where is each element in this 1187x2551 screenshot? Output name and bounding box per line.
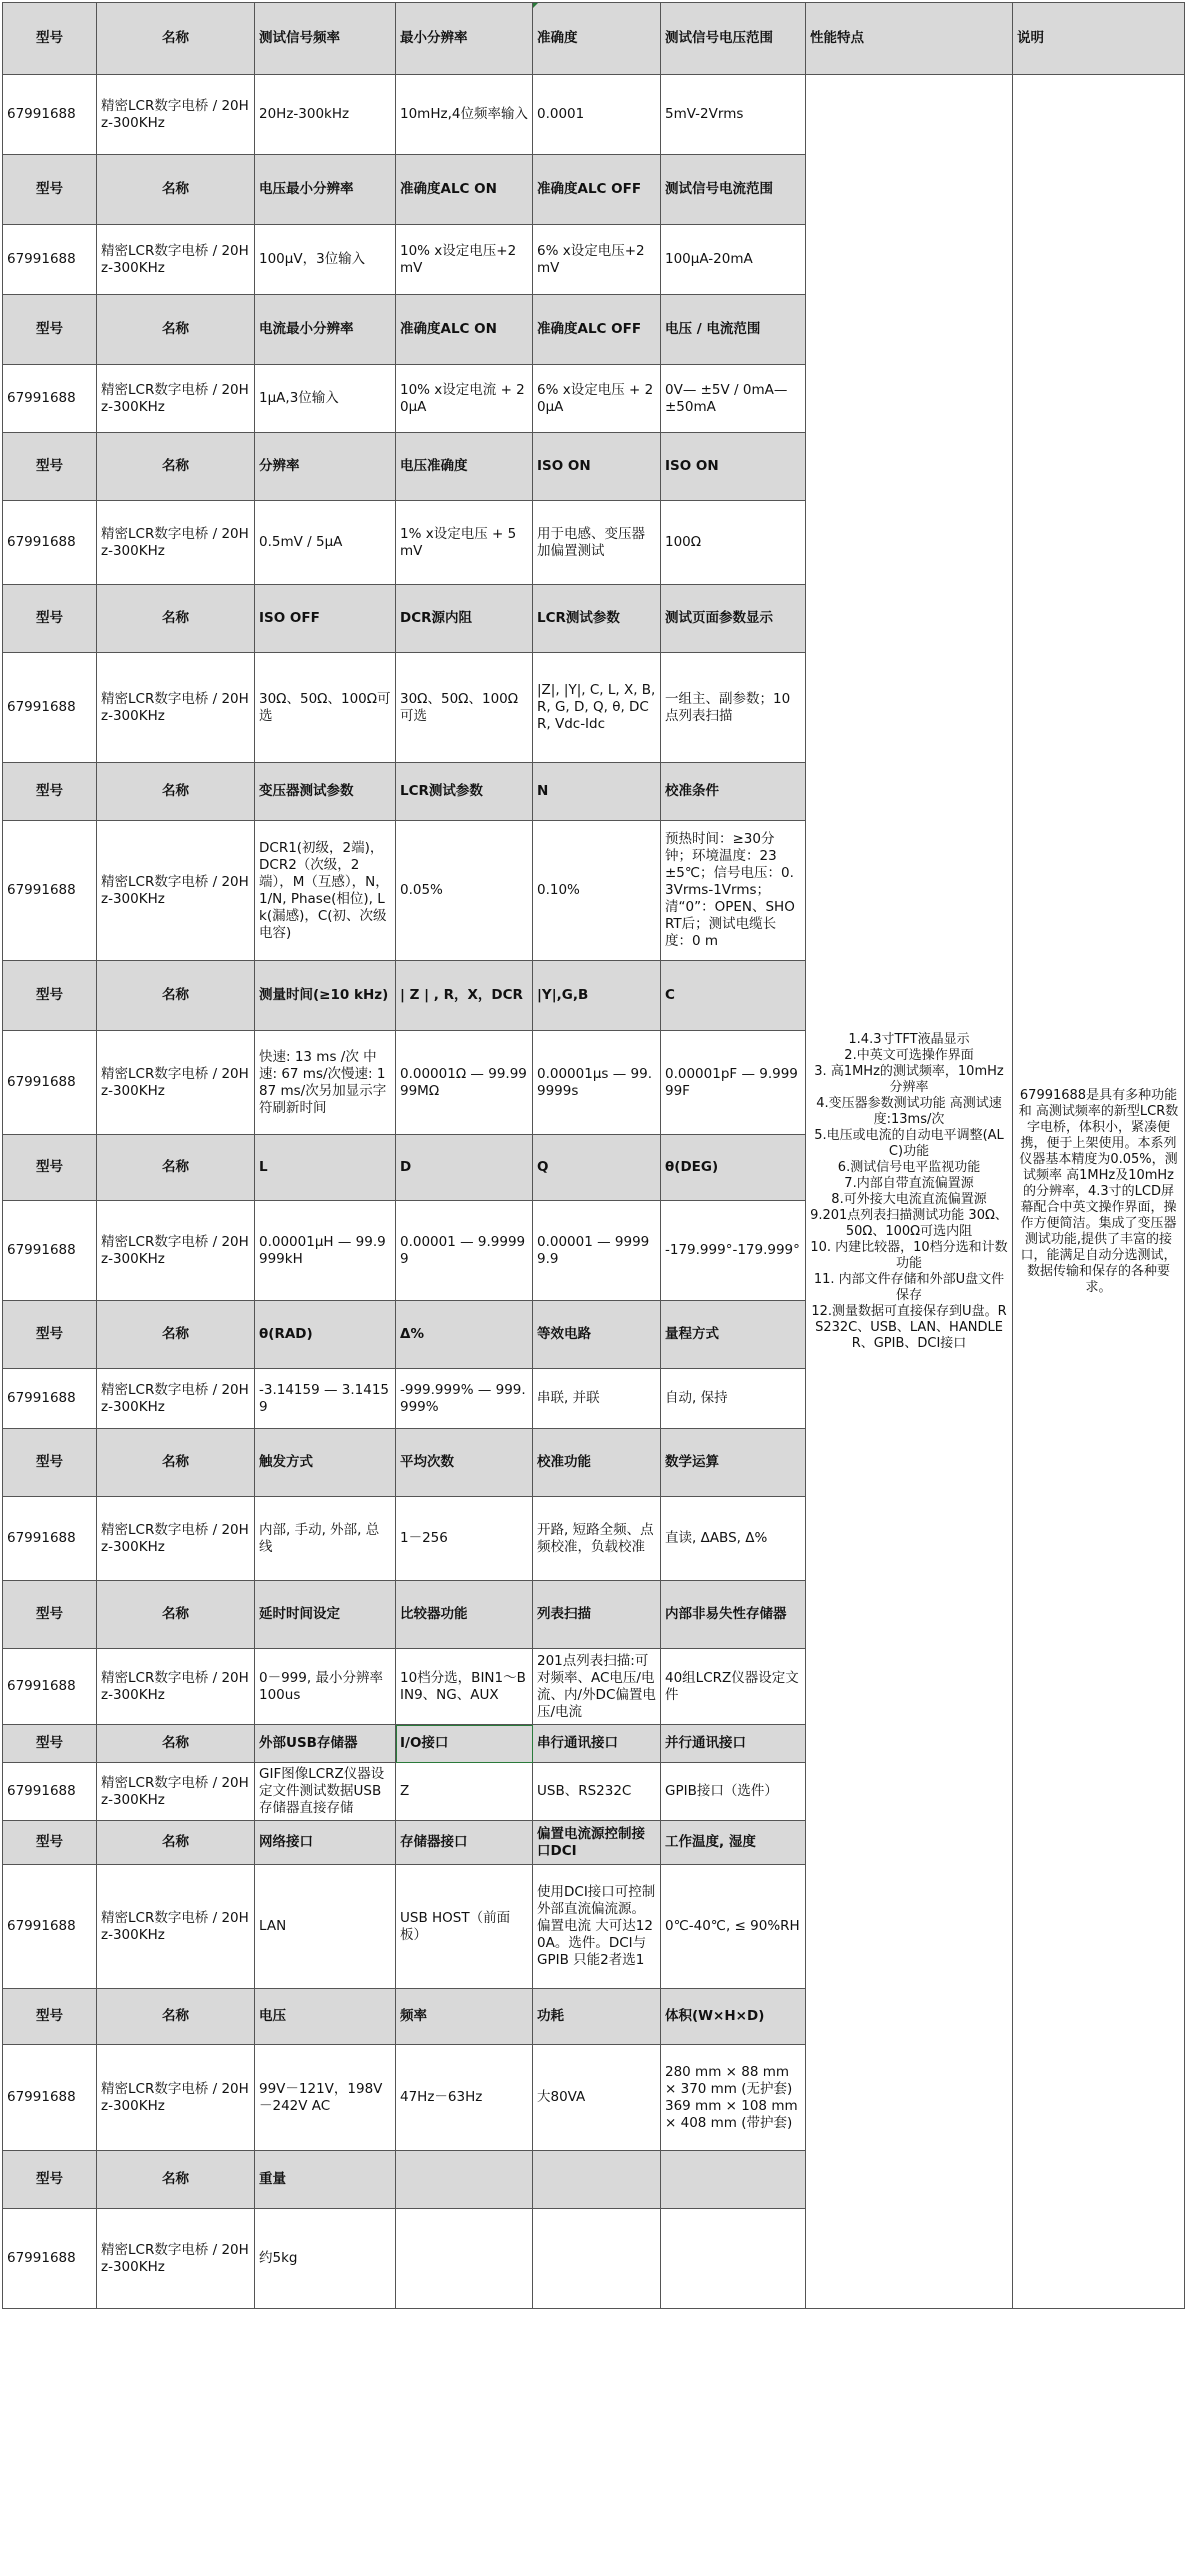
header-param-label: 测试页面参数显示 bbox=[661, 585, 806, 653]
header-model-label: 型号 bbox=[3, 1581, 97, 1649]
col-header-description: 说明 bbox=[1013, 3, 1185, 75]
cell-value: 自动, 保持 bbox=[661, 1369, 806, 1429]
header-model-label: 型号 bbox=[3, 1725, 97, 1763]
cell-name: 精密LCR数字电桥 / 20Hz-300KHz bbox=[97, 75, 255, 155]
header-param-label: 电压准确度 bbox=[396, 433, 533, 501]
header-param-label: 等效电路 bbox=[533, 1301, 661, 1369]
header-name-label: 名称 bbox=[97, 2151, 255, 2209]
header-param-label: 串行通讯接口 bbox=[533, 1725, 661, 1763]
header-model-label: 型号 bbox=[3, 155, 97, 225]
header-param-label: 触发方式 bbox=[255, 1429, 396, 1497]
cell-value: -3.14159 — 3.14159 bbox=[255, 1369, 396, 1429]
header-param-label: 并行通讯接口 bbox=[661, 1725, 806, 1763]
cell-model: 67991688 bbox=[3, 1763, 97, 1821]
cell-value: 直读, ΔABS, Δ% bbox=[661, 1497, 806, 1581]
cell-name: 精密LCR数字电桥 / 20Hz-300KHz bbox=[97, 1649, 255, 1725]
header-param-label: 准确度ALC ON bbox=[396, 295, 533, 365]
cell-value bbox=[533, 2209, 661, 2309]
header-name-label: 名称 bbox=[97, 763, 255, 821]
cell-name: 精密LCR数字电桥 / 20Hz-300KHz bbox=[97, 1031, 255, 1135]
cell-model: 67991688 bbox=[3, 225, 97, 295]
header-param-label: 工作温度, 湿度 bbox=[661, 1821, 806, 1865]
cell-model: 67991688 bbox=[3, 1865, 97, 1989]
cell-value: 0.0001 bbox=[533, 75, 661, 155]
col-header-voltage-range: 测试信号电压范围 bbox=[661, 3, 806, 75]
cell-name: 精密LCR数字电桥 / 20Hz-300KHz bbox=[97, 365, 255, 433]
header-model-label: 型号 bbox=[3, 1821, 97, 1865]
cell-name: 精密LCR数字电桥 / 20Hz-300KHz bbox=[97, 501, 255, 585]
header-param-label: 延时时间设定 bbox=[255, 1581, 396, 1649]
col-header-features: 性能特点 bbox=[806, 3, 1013, 75]
header-param-label: | Z | , R，X，DCR bbox=[396, 961, 533, 1031]
header-row bbox=[3, 3, 1185, 75]
cell-model: 67991688 bbox=[3, 2209, 97, 2309]
header-name-label: 名称 bbox=[97, 295, 255, 365]
header-model-label: 型号 bbox=[3, 961, 97, 1031]
header-param-label: 重量 bbox=[255, 2151, 396, 2209]
cell-name: 精密LCR数字电桥 / 20Hz-300KHz bbox=[97, 1865, 255, 1989]
header-param-label: 功耗 bbox=[533, 1989, 661, 2045]
cell-value: 10% x设定电流 + 20μA bbox=[396, 365, 533, 433]
cell-value: 47Hz－63Hz bbox=[396, 2045, 533, 2151]
cell-value: 100Ω bbox=[661, 501, 806, 585]
header-model-label: 型号 bbox=[3, 295, 97, 365]
cell-model: 67991688 bbox=[3, 365, 97, 433]
header-name-label: 名称 bbox=[97, 1989, 255, 2045]
header-param-label: 测试信号电流范围 bbox=[661, 155, 806, 225]
cell-value: USB HOST（前面板） bbox=[396, 1865, 533, 1989]
cell-value: 6% x设定电压 + 20μA bbox=[533, 365, 661, 433]
header-param-label: 内部非易失性存储器 bbox=[661, 1581, 806, 1649]
header-param-label: 数学运算 bbox=[661, 1429, 806, 1497]
cell-value: 0.05% bbox=[396, 821, 533, 961]
header-model-label: 型号 bbox=[3, 1301, 97, 1369]
header-param-label: 校准条件 bbox=[661, 763, 806, 821]
cell-model: 67991688 bbox=[3, 1649, 97, 1725]
header-name-label: 名称 bbox=[97, 585, 255, 653]
cell-value: 一组主、副参数；10点列表扫描 bbox=[661, 653, 806, 763]
spec-table bbox=[2, 2, 1185, 2309]
col-header-freq: 测试信号频率 bbox=[255, 3, 396, 75]
header-param-label: 准确度ALC OFF bbox=[533, 155, 661, 225]
cell-value: 40组LCRZ仪器设定文件 bbox=[661, 1649, 806, 1725]
cell-value: 201点列表扫描:可对频率、AC电压/电流、内/外DC偏置电压/电流 bbox=[533, 1649, 661, 1725]
header-name-label: 名称 bbox=[97, 961, 255, 1031]
cell-name: 精密LCR数字电桥 / 20Hz-300KHz bbox=[97, 1369, 255, 1429]
header-param-label: C bbox=[661, 961, 806, 1031]
cell-model: 67991688 bbox=[3, 1497, 97, 1581]
cell-value: DCR1(初级，2端)，DCR2（次级，2端），M（互感），N，1/N, Phase(相位), Lk(漏感)，C(初、次级电容) bbox=[255, 821, 396, 961]
cell-model: 67991688 bbox=[3, 501, 97, 585]
header-param-label: 体积(W×H×D) bbox=[661, 1989, 806, 2045]
header-param-label: I/O接口 bbox=[396, 1725, 533, 1763]
cell-name: 精密LCR数字电桥 / 20Hz-300KHz bbox=[97, 2045, 255, 2151]
header-name-label: 名称 bbox=[97, 155, 255, 225]
cell-model: 67991688 bbox=[3, 1031, 97, 1135]
cell-value: 6% x设定电压+2mV bbox=[533, 225, 661, 295]
col-header-resolution: 最小分辨率 bbox=[396, 3, 533, 75]
cell-name: 精密LCR数字电桥 / 20Hz-300KHz bbox=[97, 1201, 255, 1301]
cell-value: 99V－121V，198V－242V AC bbox=[255, 2045, 396, 2151]
header-param-label: ISO ON bbox=[661, 433, 806, 501]
header-param-label bbox=[661, 2151, 806, 2209]
header-name-label: 名称 bbox=[97, 1301, 255, 1369]
cell-name: 精密LCR数字电桥 / 20Hz-300KHz bbox=[97, 225, 255, 295]
cell-value bbox=[396, 2209, 533, 2309]
header-param-label: θ(DEG) bbox=[661, 1135, 806, 1201]
header-model-label: 型号 bbox=[3, 585, 97, 653]
cell-value: GIF图像LCRZ仪器设定文件测试数据USB存储器直接存储 bbox=[255, 1763, 396, 1821]
cell-value: 预热时间：≥30分钟；环境温度：23±5℃；信号电压：0.3Vrms-1Vrms；清“0”：OPEN、SHORT后；测试电缆长度：0 m bbox=[661, 821, 806, 961]
header-param-label: ISO ON bbox=[533, 433, 661, 501]
cell-value: 0.00001μH — 99.9999kH bbox=[255, 1201, 396, 1301]
cell-model: 67991688 bbox=[3, 1201, 97, 1301]
header-param-label: 存储器接口 bbox=[396, 1821, 533, 1865]
cell-value: 100μV，3位输入 bbox=[255, 225, 396, 295]
header-param-label: 网络接口 bbox=[255, 1821, 396, 1865]
cell-value: 280 mm × 88 mm × 370 mm (无护套) 369 mm × 108 mm × 408 mm (带护套) bbox=[661, 2045, 806, 2151]
cell-value: 30Ω、50Ω、100Ω可选 bbox=[255, 653, 396, 763]
header-param-label: 电压最小分辨率 bbox=[255, 155, 396, 225]
cell-value: 0.5mV / 5μA bbox=[255, 501, 396, 585]
header-param-label: 测量时间(≥10 kHz) bbox=[255, 961, 396, 1031]
cell-model: 67991688 bbox=[3, 653, 97, 763]
header-param-label: N bbox=[533, 763, 661, 821]
description-cell: 67991688是具有多种功能和 高测试频率的新型LCR数字电桥，体积小，紧凑便携，便于上架使用。本系列仪器基本精度为0.05%，测试频率 高1MHz及10mHz的分辨率，4.3寸的LCD屏幕配合中英文操作界面，操作方便简洁。集成了变压器测试功能,提供了丰富的接口，能满足自动分选测试，数据传输和保存的各种要求。 bbox=[1013, 75, 1185, 2309]
header-param-label: ISO OFF bbox=[255, 585, 396, 653]
header-param-label: L bbox=[255, 1135, 396, 1201]
cell-value: 0.00001pF — 9.99999F bbox=[661, 1031, 806, 1135]
header-param-label: 电压 bbox=[255, 1989, 396, 2045]
cell-value: 0.00001Ω — 99.9999MΩ bbox=[396, 1031, 533, 1135]
cell-value: GPIB接口（选件） bbox=[661, 1763, 806, 1821]
header-model-label: 型号 bbox=[3, 433, 97, 501]
cell-value: 1μA,3位输入 bbox=[255, 365, 396, 433]
header-param-label: 变压器测试参数 bbox=[255, 763, 396, 821]
header-param-label: 偏置电流源控制接口DCI bbox=[533, 1821, 661, 1865]
cell-value: 约5kg bbox=[255, 2209, 396, 2309]
header-param-label bbox=[533, 2151, 661, 2209]
cell-value: 快速: 13 ms /次 中速: 67 ms/次慢速: 187 ms/次另加显示字符刷新时间 bbox=[255, 1031, 396, 1135]
cell-value: -179.999°-179.999° bbox=[661, 1201, 806, 1301]
header-name-label: 名称 bbox=[97, 433, 255, 501]
header-param-label: |Y|,G,B bbox=[533, 961, 661, 1031]
header-param-label: 量程方式 bbox=[661, 1301, 806, 1369]
header-param-label: 频率 bbox=[396, 1989, 533, 2045]
table-row bbox=[3, 75, 1185, 155]
header-param-label: 电流最小分辨率 bbox=[255, 295, 396, 365]
cell-value bbox=[661, 2209, 806, 2309]
cell-value: 0.00001μs — 99.9999s bbox=[533, 1031, 661, 1135]
header-param-label: 分辨率 bbox=[255, 433, 396, 501]
cell-value: Z bbox=[396, 1763, 533, 1821]
cell-value: 30Ω、50Ω、100Ω可选 bbox=[396, 653, 533, 763]
cell-value: -999.999% — 999.999% bbox=[396, 1369, 533, 1429]
cell-value: 0℃-40℃, ≤ 90%RH bbox=[661, 1865, 806, 1989]
header-model-label: 型号 bbox=[3, 1429, 97, 1497]
cell-value: 10% x设定电压+2mV bbox=[396, 225, 533, 295]
header-model-label: 型号 bbox=[3, 2151, 97, 2209]
header-model-label: 型号 bbox=[3, 763, 97, 821]
col-header-accuracy: 准确度 bbox=[533, 3, 661, 75]
cell-value: 10mHz,4位频率输入 bbox=[396, 75, 533, 155]
header-name-label: 名称 bbox=[97, 1429, 255, 1497]
header-param-label: 列表扫描 bbox=[533, 1581, 661, 1649]
header-param-label: DCR源内阻 bbox=[396, 585, 533, 653]
cell-model: 67991688 bbox=[3, 75, 97, 155]
header-name-label: 名称 bbox=[97, 1725, 255, 1763]
header-param-label: 校准功能 bbox=[533, 1429, 661, 1497]
cell-name: 精密LCR数字电桥 / 20Hz-300KHz bbox=[97, 821, 255, 961]
cell-value: 内部, 手动, 外部, 总线 bbox=[255, 1497, 396, 1581]
cell-value: USB、RS232C bbox=[533, 1763, 661, 1821]
cell-value: 1% x设定电压 + 5mV bbox=[396, 501, 533, 585]
cell-model: 67991688 bbox=[3, 1369, 97, 1429]
cell-model: 67991688 bbox=[3, 2045, 97, 2151]
header-param-label: θ(RAD) bbox=[255, 1301, 396, 1369]
header-param-label: LCR测试参数 bbox=[396, 763, 533, 821]
cell-value: 0.00001 — 9.99999 bbox=[396, 1201, 533, 1301]
col-header-model: 型号 bbox=[3, 3, 97, 75]
header-param-label: 准确度ALC ON bbox=[396, 155, 533, 225]
cell-value: 10档分选，BIN1～BIN9、NG、AUX bbox=[396, 1649, 533, 1725]
cell-value: 开路, 短路全频、点频校准，负载校准 bbox=[533, 1497, 661, 1581]
header-param-label: Δ% bbox=[396, 1301, 533, 1369]
header-param-label: Q bbox=[533, 1135, 661, 1201]
header-name-label: 名称 bbox=[97, 1821, 255, 1865]
header-name-label: 名称 bbox=[97, 1135, 255, 1201]
cell-value: 0－999, 最小分辨率100us bbox=[255, 1649, 396, 1725]
cell-name: 精密LCR数字电桥 / 20Hz-300KHz bbox=[97, 653, 255, 763]
cell-value: 0.10% bbox=[533, 821, 661, 961]
header-name-label: 名称 bbox=[97, 1581, 255, 1649]
cell-value: |Z|, |Y|, C, L, X, B, R, G, D, Q, θ, DCR, Vdc-Idc bbox=[533, 653, 661, 763]
header-param-label: D bbox=[396, 1135, 533, 1201]
cell-value: 使用DCI接口可控制外部直流偏流源。偏置电流 大可达120A。选件。DCI与GPIB 只能2者选1 bbox=[533, 1865, 661, 1989]
cell-value: LAN bbox=[255, 1865, 396, 1989]
cell-name: 精密LCR数字电桥 / 20Hz-300KHz bbox=[97, 1763, 255, 1821]
header-param-label: 电压 / 电流范围 bbox=[661, 295, 806, 365]
cell-value: 100μA-20mA bbox=[661, 225, 806, 295]
features-cell: 1.4.3寸TFT液晶显示 2.中英文可选操作界面 3. 高1MHz的测试频率，10mHz分辨率 4.变压器参数测试功能 高测试速度:13ms/次 5.电压或电流的自动电平调整(ALC)功能 6.测试信号电平监视功能 7.内部自带直流偏置源 8.可外接大电流直流偏置源 9.201点列表扫描测试功能 30Ω、50Ω、100Ω可选内阻 10. 内建比较器，10档分选和计数功能 11. 内部文件存储和外部U盘文件保存 12.测量数据可直接保存到U盘。RS232C、USB、LAN、HANDLER、GPIB、DCI接口 bbox=[806, 75, 1013, 2309]
col-header-name: 名称 bbox=[97, 3, 255, 75]
cell-value: 0V— ±5V / 0mA—±50mA bbox=[661, 365, 806, 433]
cell-value: 5mV-2Vrms bbox=[661, 75, 806, 155]
cell-value: 0.00001 — 99999.9 bbox=[533, 1201, 661, 1301]
cell-value: 串联, 并联 bbox=[533, 1369, 661, 1429]
header-param-label: 外部USB存储器 bbox=[255, 1725, 396, 1763]
cell-value: 20Hz-300kHz bbox=[255, 75, 396, 155]
cell-value: 大80VA bbox=[533, 2045, 661, 2151]
cell-name: 精密LCR数字电桥 / 20Hz-300KHz bbox=[97, 2209, 255, 2309]
header-param-label: 准确度ALC OFF bbox=[533, 295, 661, 365]
header-model-label: 型号 bbox=[3, 1989, 97, 2045]
header-param-label: LCR测试参数 bbox=[533, 585, 661, 653]
header-param-label: 平均次数 bbox=[396, 1429, 533, 1497]
cell-model: 67991688 bbox=[3, 821, 97, 961]
header-param-label bbox=[396, 2151, 533, 2209]
cell-value: 用于电感、变压器加偏置测试 bbox=[533, 501, 661, 585]
header-param-label: 比较器功能 bbox=[396, 1581, 533, 1649]
header-model-label: 型号 bbox=[3, 1135, 97, 1201]
cell-value: 1－256 bbox=[396, 1497, 533, 1581]
cell-name: 精密LCR数字电桥 / 20Hz-300KHz bbox=[97, 1497, 255, 1581]
